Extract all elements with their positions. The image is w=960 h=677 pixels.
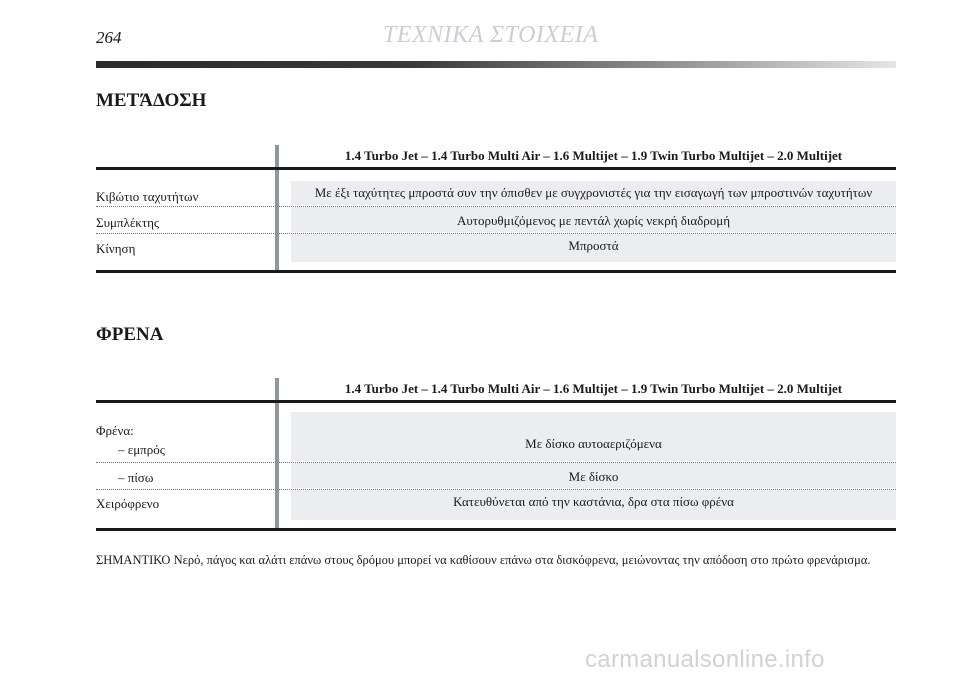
row-value-clutch: Αυτορυθμιζόμενος με πεντάλ χωρίς νεκρή διαδρομή: [291, 207, 896, 232]
table-header-rule: [96, 400, 896, 403]
header-divider: [96, 61, 896, 68]
row-value-rear: Με δίσκο: [291, 463, 896, 488]
important-note: ΣΗΜΑΝΤΙΚΟ Νερό, πάγος και αλάτι επάνω στους δρόμου μπορεί να καθίσουν επάνω στα δισκόφρενα, μειώνοντας την απόδοση στο πρώτο φρενάρισμα.: [96, 553, 871, 567]
brakes-title: ΦΡΕΝΑ: [96, 324, 164, 345]
page-header-title: ΤΕΧΝΙΚΑ ΣΤΟΙΧΕΙΑ: [383, 22, 599, 48]
row-value-drive: Μπροστά: [291, 234, 896, 262]
row-label-clutch: Συμπλέκτης: [96, 215, 160, 230]
table-column-divider: [275, 145, 279, 271]
transmission-title: ΜΕΤΆΔΟΣΗ: [96, 90, 207, 111]
row-value-handbrake: Κατευθύνεται από την καστάνια, δρα στα πίσω φρένα: [291, 490, 896, 520]
table-header-rule: [96, 167, 896, 170]
brakes-column-header: 1.4 Turbo Jet – 1.4 Turbo Multi Air – 1.6 Multijet – 1.9 Twin Turbo Multijet – 2.0 Multijet: [344, 381, 843, 396]
table-bottom-rule: [96, 528, 896, 531]
brakes-table: [96, 378, 896, 532]
row-label-gearbox: Κιβώτιο ταχυτήτων: [96, 189, 199, 204]
row-value-gearbox: Με έξι ταχύτητες μπροστά συν την όπισθεν με συγχρονιστές για την εισαγωγή των μπροστινών ταχυτήτων: [291, 181, 896, 205]
transmission-column-header: 1.4 Turbo Jet – 1.4 Turbo Multi Air – 1.6 Multijet – 1.9 Twin Turbo Multijet – 2.0 Multijet: [344, 148, 843, 163]
row-label-front: – εμπρός: [118, 442, 165, 457]
watermark: carmanualsonline.info: [585, 646, 825, 673]
transmission-table: [96, 145, 896, 273]
table-bottom-rule: [96, 270, 896, 273]
row-value-front: Με δίσκο αυτοαεριζόμενα: [291, 412, 896, 461]
row-label-brakes: Φρένα:: [96, 423, 134, 438]
page-number: 264: [96, 28, 122, 47]
row-label-drive: Κίνηση: [96, 241, 136, 256]
row-label-rear: – πίσω: [118, 470, 154, 485]
row-label-handbrake: Χειρόφρενο: [96, 496, 160, 511]
